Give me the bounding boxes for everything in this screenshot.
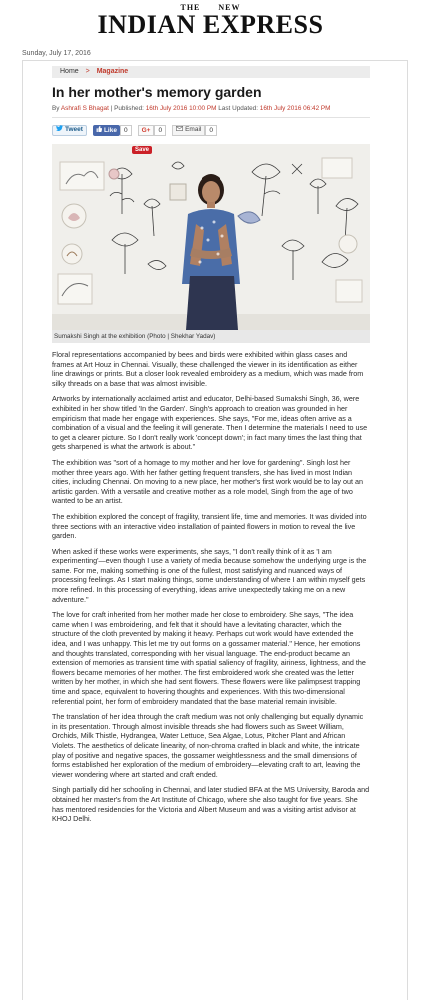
google-plus-button[interactable]: G+: [138, 125, 155, 136]
paragraph: When asked if these works were experiments, she says, "I don't really think of it as 'I am experimenting'—even though I use a variety of media because somehow the underlying urge is the same. For me, making something is one of the fullest, most satisfying and nuanced ways of processing feelings. As I start making things, some understanding of where I am within myself gets more refined. In this processing of everything, ideas arrive unexpectedly taking me on a new adventure.": [52, 546, 367, 604]
byline-by-label: By: [52, 105, 60, 112]
paragraph: The exhibition explored the concept of fragility, transient life, time and memories. It was divided into three sections with an interactive video installation of painted flowers in motion to reveal the live garden.: [52, 511, 367, 541]
envelope-icon: [176, 125, 183, 135]
byline: [52, 105, 370, 118]
twitter-bird-icon: [56, 125, 63, 135]
masthead[interactable]: [0, 0, 421, 46]
email-label: Email: [185, 126, 202, 133]
paragraph: Artworks by internationally acclaimed artist and educator, Delhi-based Sumakshi Singh, 36, were exhibited in her show titled 'In the Garden'. Singh's approach to creation was grounded in her empiricism that made her engage with experiences. She says, "For me, ideas often arrive as a combination of a visual and the feeling it will generate. Then I determine the materials I need to use to get a clearer picture. So I don't really work 'concept down'; in fact many times the last thing that gets sharpened is what the artwork is about.": [52, 394, 368, 452]
breadcrumb-separator: >: [85, 68, 90, 75]
breadcrumb: [52, 66, 370, 78]
email-count: 0: [205, 125, 217, 136]
paragraph: Singh partially did her schooling in Chennai, and later studied BFA at the MS University, Baroda and obtained her master's from the Art Institute of Chicago, where she also taught for five years. She has mentored residencies for the Victoria and Albert Museum and was a visiting artist advisor at KHOJ Delhi.: [52, 785, 370, 824]
tweet-label: Tweet: [65, 126, 83, 133]
email-group: [172, 125, 217, 136]
exhibition-scene-illustration: [52, 144, 370, 330]
published-label: Published:: [114, 105, 144, 112]
breadcrumb-home-link[interactable]: Home: [60, 68, 79, 75]
thumbs-up-icon: [96, 125, 102, 136]
article-photo: [52, 144, 370, 330]
photo-caption: Sumakshi Singh at the exhibition (Photo | Shekhar Yadav): [52, 330, 370, 343]
tweet-button[interactable]: [52, 125, 87, 136]
pinterest-save-button[interactable]: Save: [132, 146, 152, 154]
paragraph: The translation of her idea through the craft medium was not only challenging but equally dynamic in its presentation. Through almost invisible threads she had flowers such as Sweet William, Orchids, Milk Thistle, Hydrangea, Water Lettuce, Sea Algae, Lotus, Pitcher Plant and African Violets. The aesthetics of delicate linearity, of non-chroma crafted in black and white, the intricate play of positive and negative spaces, the gossamer weightlessness and the small dimensions of forms established her exploration of the medium of embroidery—elevating craft to art, leaving the viewer wondering where art started and craft ended.: [52, 712, 364, 779]
dateline: Sunday, July 17, 2016: [22, 50, 91, 57]
byline-divider: |: [110, 105, 115, 112]
email-share-button[interactable]: [172, 125, 205, 136]
updated-label: Last Updated:: [218, 105, 259, 112]
updated-date: 16th July 2016 06:42 PM: [259, 105, 331, 112]
article-body: [52, 350, 370, 824]
article: [52, 66, 370, 830]
like-label: Like: [103, 126, 117, 134]
masthead-the-word: THE: [180, 3, 201, 12]
site-logo[interactable]: INDIAN EXPRESS: [97, 10, 324, 39]
paragraph: The love for craft inherited from her mother made her close to embroidery. She says, "The idea came when I was embroidering, and felt that it should have a levitating character, which the structure of the cloth prevented by making it heavy. Perhaps cut work would have extended the idea, and I was unhappy. This let me try out forms on a gossamer material." Hence, her emotions and thoughts translated, corresponding with her visual language. The end-product became an extension of memories as transient time with spatial saliency of fragility, airiness, lightness, and the flowers became memories of her mother. The first embroidered work she created was the letter written by her mother, in which she had sent flowers. These flowers were like palimpsest trapping time and space, equivalent to hovering thoughts and experiences. With this two-dimensional referential point, her form of embroidery mandated that the base material remain invisible.: [52, 610, 366, 706]
published-date: 16th July 2016 10:00 PM: [145, 105, 217, 112]
paragraph: Floral representations accompanied by bees and birds were exhibited within glass cases and frames at Art Houz in Chennai. Visually, these challenged the viewer in its identification as either line drawings or prints. But a closer look revealed embroidery as a medium, which was made from silky threads on a base that was almost invisible.: [52, 350, 364, 388]
author-link[interactable]: Ashrafi S Bhagat: [60, 105, 109, 112]
share-bar: [52, 118, 370, 142]
like-count: 0: [120, 125, 132, 136]
gplus-group: [138, 125, 166, 136]
facebook-like-group: [93, 125, 132, 136]
facebook-like-button[interactable]: [93, 125, 120, 136]
article-headline: In her mother's memory garden: [52, 84, 262, 100]
breadcrumb-section-link[interactable]: Magazine: [96, 68, 129, 75]
masthead-new-word: NEW: [218, 3, 241, 12]
paragraph: The exhibition was "sort of a homage to my mother and her love for gardening". Singh lost her mother three years ago. With her father getting frequent transfers, she has lived in most Indian cities, including Chennai. On moving to a new place, her mother's first work would be to lay out an artistic garden. With a versatile and creative mother as a role model, Singh from the age of two wanted to be an artist.: [52, 457, 363, 506]
gplus-count: 0: [154, 125, 166, 136]
